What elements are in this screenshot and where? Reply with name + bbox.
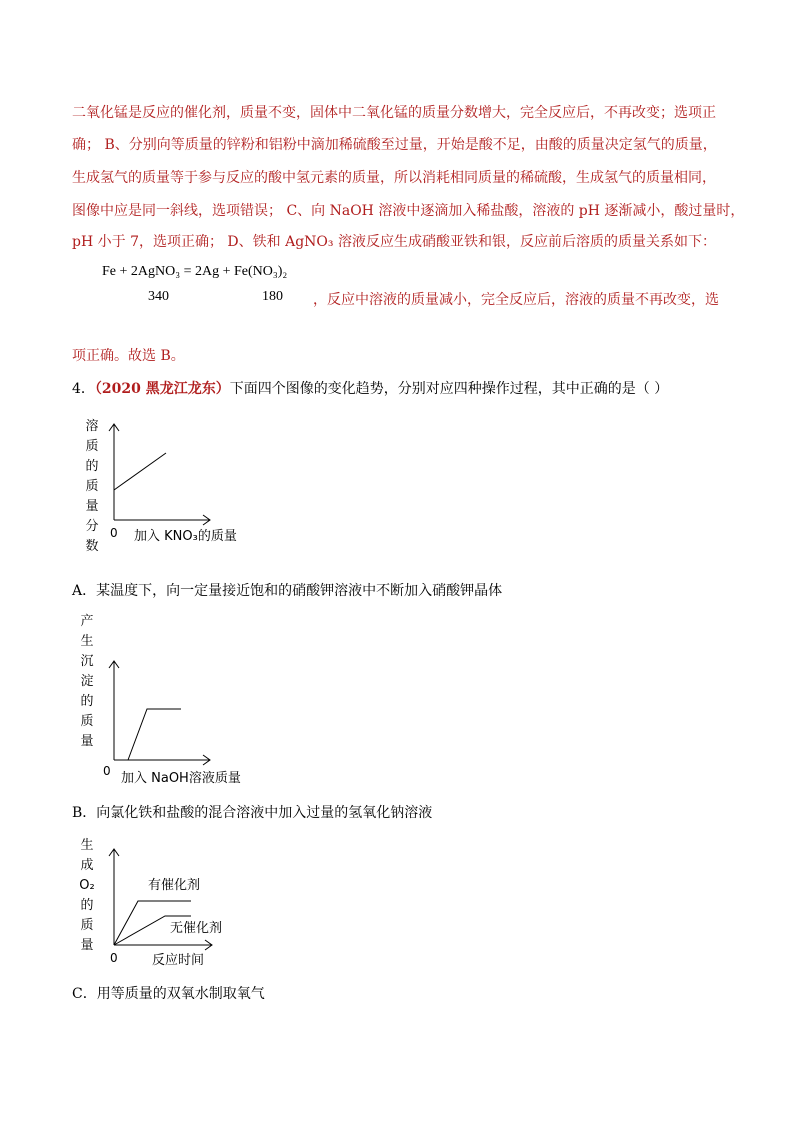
graph-c-ylabel xyxy=(79,837,94,953)
graph-b-origin: 0 xyxy=(103,764,111,778)
graph-c-curve-no-catalyst xyxy=(114,916,191,945)
graph-b-ylabel-3: 淀 xyxy=(80,674,94,689)
explanation-line-2: 确； B、分别向等质量的锌粉和铝粉中滴加稀硫酸至过量，开始是酸不足，由酸的质量决定氢气的质量， xyxy=(72,137,717,153)
graph-c-ylabel-0: 生 xyxy=(80,838,94,853)
graph-a-ylabel-2: 的 xyxy=(85,459,99,474)
graph-b-xlabel: 加入 NaOH溶液质量 xyxy=(121,771,241,786)
graph-a-ylabel-1: 质 xyxy=(85,439,99,454)
graph-c-xlabel: 反应时间 xyxy=(152,953,205,968)
question-number: 4． xyxy=(72,381,95,397)
graph-c-curve-catalyst xyxy=(114,901,191,945)
option-a: A．某温度下，向一定量接近饱和的硝酸钾溶液中不断加入硝酸钾晶体 xyxy=(72,583,503,599)
graph-a-y-arrow xyxy=(109,424,119,431)
graph-c-ylabel-3: 的 xyxy=(80,898,94,913)
graph-c-ylabel-4: 质 xyxy=(80,918,94,933)
chemical-equation: Fe + 2AgNO₃ = 2Ag + Fe(NO₃)₂ xyxy=(102,264,288,279)
graph-a-ylabel-6: 数 xyxy=(85,539,99,554)
graph-b-ylabel-2: 沉 xyxy=(80,654,94,669)
mass-left: 340 xyxy=(148,289,169,304)
graph-a-origin: 0 xyxy=(110,526,118,540)
equation-tail: ，反应中溶液的质量减小，完全反应后，溶液的质量不再改变，选 xyxy=(313,292,719,308)
question-stem xyxy=(72,378,668,398)
option-c: C．用等质量的双氧水制取氧气 xyxy=(72,986,265,1002)
graph-c-curve1-label: 有催化剂 xyxy=(148,878,201,893)
graph-b-ylabel-4: 的 xyxy=(80,694,94,709)
option-b: B．向氯化铁和盐酸的混合溶液中加入过量的氢氧化钠溶液 xyxy=(72,805,433,821)
explanation-line-4: 图像中应是同一斜线，选项错误； C、向 NaOH 溶液中逐滴加入稀盐酸，溶液的 pH 逐渐减小，酸过量时， xyxy=(72,203,745,219)
graph-b-curve xyxy=(128,709,181,760)
graph-a-ylabel-4: 量 xyxy=(85,499,99,514)
graph-a-ylabel-5: 分 xyxy=(85,519,99,534)
mass-right: 180 xyxy=(262,289,283,304)
graph-a-ylabel-3: 质 xyxy=(85,479,99,494)
graph-a-curve xyxy=(114,453,166,490)
graph-a-ylabel-0: 溶 xyxy=(85,419,99,434)
graph-c-x-arrow xyxy=(205,940,212,950)
graph-c-ylabel-2: O₂ xyxy=(79,878,95,893)
graph-a-x-arrow xyxy=(203,515,210,525)
explanation-line-3: 生成氢气的质量等于参与反应的酸中氢元素的质量，所以消耗相同质量的稀硫酸，生成氢气的质量相同， xyxy=(72,170,716,186)
graph-c-ylabel-1: 成 xyxy=(80,858,94,873)
graph-c-ylabel-5: 量 xyxy=(80,938,94,953)
graph-b-x-arrow xyxy=(203,755,210,765)
graph-c-y-arrow xyxy=(109,849,119,856)
question-source: （2020 黑龙江龙东） xyxy=(94,381,230,397)
graph-b-ylabel xyxy=(80,613,93,749)
graph-b-ylabel-0: 产 xyxy=(80,614,94,629)
conclusion: 项正确。故选 B。 xyxy=(72,348,185,364)
explanation-line-5: pH 小于 7，选项正确； D、铁和 AgNO₃ 溶液反应生成硝酸亚铁和银，反应前后溶质的质量关系如下： xyxy=(72,234,716,250)
graph-b-ylabel-6: 量 xyxy=(80,734,94,749)
graph-b-y-arrow xyxy=(109,661,119,668)
explanation-line-1: 二氧化锰是反应的催化剂，质量不变，固体中二氧化锰的质量分数增大，完全反应后，不再改变；选项正 xyxy=(72,105,716,121)
graph-c-curve2-label: 无催化剂 xyxy=(170,921,223,936)
graph-a-xlabel: 加入 KNO₃的质量 xyxy=(134,529,237,544)
graph-b-ylabel-5: 质 xyxy=(80,714,94,729)
question-text: 下面四个图像的变化趋势，分别对应四种操作过程，其中正确的是（ ） xyxy=(229,381,669,397)
graph-c-origin: 0 xyxy=(110,951,118,965)
graph-a-ylabel xyxy=(85,418,98,554)
graph-b-ylabel-1: 生 xyxy=(80,634,94,649)
